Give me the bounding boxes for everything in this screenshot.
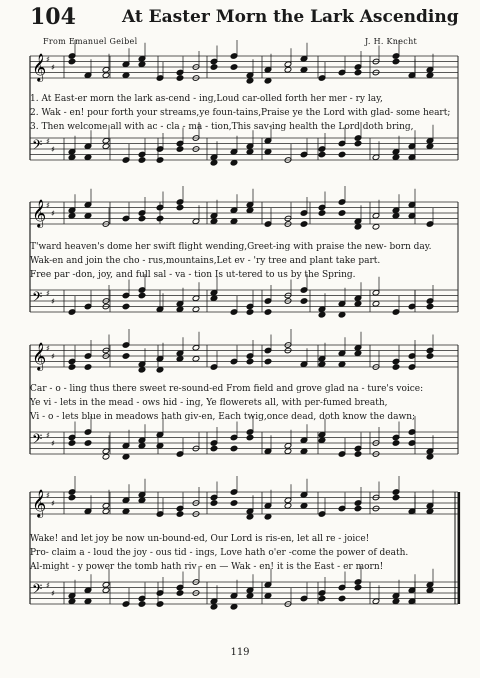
note-head [264,309,272,316]
note-head [138,215,146,222]
note-head [246,148,254,155]
sharp-icon: ♯ [51,297,55,306]
note-head [138,366,146,373]
note-head [372,223,380,230]
note-head [156,601,164,608]
note-head [68,58,76,65]
text-attribution: From Emanuel Geibel [43,37,138,46]
lyric-line: Ye vi - lets in the mead - ows hid - ing, Ye flowerets all, with per-fumed breath, [30,398,388,408]
note-head [84,364,92,371]
note-head [122,453,130,460]
note-head [372,300,380,307]
note-head [156,215,164,222]
note-head [284,502,292,509]
lyric-line: Al-might - y power the tomb hath riv - en — Wak - en! it is the East - er morn! [30,562,384,572]
note-head [300,221,308,228]
sharp-icon: ♯ [46,289,50,298]
note-head [264,358,272,365]
note-head [426,303,434,310]
note-head [246,513,254,520]
note-head [68,212,76,219]
sharp-icon: ♯ [51,209,55,218]
note-head [176,306,184,313]
note-head [426,453,434,460]
note-head [230,64,238,71]
note-head [354,584,362,591]
bass-clef-icon: 𝄢 [32,137,43,156]
note-head [246,207,254,214]
note-head [230,445,238,452]
note-head [264,592,272,599]
bass-clef-icon: 𝄢 [32,289,43,308]
sharp-icon: ♯ [51,499,55,508]
note-head [318,361,326,368]
note-head [210,218,218,225]
note-head [138,157,146,164]
sharp-icon: ♯ [51,63,55,72]
lyric-line: 2. Wak - en! pour forth your streams,ye foun-tains,Praise ye the Lord with glad- some heart; [30,108,451,118]
hymn-title: At Easter Morn the Lark Ascending [122,7,459,27]
note-head [426,353,434,360]
note-head [230,159,238,166]
note-head [84,212,92,219]
sharp-icon: ♯ [46,491,50,500]
note-head [354,223,362,230]
composer-attribution: J. H. Knecht [365,37,418,46]
note-head [176,204,184,211]
note-head [176,511,184,518]
note-head [176,590,184,597]
note-head [230,603,238,610]
sharp-icon: ♯ [51,589,55,598]
sharp-icon: ♯ [46,201,50,210]
sharp-icon: ♯ [46,55,50,64]
lyric-line: Wake! and let joy be now un-bound-ed, Our Lord is ris-en, let all re - joice! [30,534,370,544]
note-head [264,77,272,84]
lyric-line: Free par -don, joy, and full sal - va - tion Is ut-tered to us by the Spring. [30,270,356,280]
note-head [210,64,218,71]
note-head [392,364,400,371]
note-head [156,366,164,373]
note-head [246,358,254,365]
note-head [392,154,400,161]
note-head [318,311,326,318]
note-head [156,157,164,164]
note-head [156,442,164,449]
note-head [102,453,110,460]
note-head [210,445,218,452]
lyric-line: Pro- claim a - loud the joy - ous tid - ings, Love hath o'er -come the power of death. [30,548,409,558]
note-head [176,75,184,82]
note-head [264,513,272,520]
note-head [392,598,400,605]
note-head [246,309,254,316]
lyric-line: Vi - o - lets blue in meadows hath giv-en, Each twig,once dead, doth know the dawn; [30,412,416,422]
note-head [210,500,218,507]
note-head [318,437,326,444]
note-head [354,300,362,307]
note-head [138,61,146,68]
note-head [300,298,308,305]
note-head [210,159,218,166]
note-head [284,448,292,455]
note-head [84,598,92,605]
note-head [122,72,130,79]
note-head [102,587,110,594]
treble-clef-icon: 𝄞 [32,489,47,517]
note-head [68,440,76,447]
treble-clef-icon: 𝄞 [32,342,47,370]
note-head [354,350,362,357]
note-head [408,364,416,371]
note-head [246,77,254,84]
note-head [426,587,434,594]
note-head [392,440,400,447]
note-head [192,306,200,313]
note-head [318,210,326,217]
note-head [338,151,346,158]
sharp-icon: ♯ [46,137,50,146]
note-head [210,603,218,610]
lyric-line: Wak-en and join the cho - rus,mountains,Let ev - 'ry tree and plant take part. [30,256,381,266]
note-head [176,146,184,153]
note-head [122,353,130,360]
note-head [300,448,308,455]
note-head [84,154,92,161]
note-head [122,508,130,515]
note-head [338,311,346,318]
note-head [318,151,326,158]
note-head [300,66,308,73]
note-head [138,601,146,608]
hymn-number: 104 [30,4,76,30]
note-head [230,218,238,225]
treble-clef-icon: 𝄞 [32,53,47,81]
note-head [354,69,362,76]
note-head [392,212,400,219]
note-head [192,355,200,362]
sharp-icon: ♯ [51,145,55,154]
note-head [338,210,346,217]
note-head [284,66,292,73]
sharp-icon: ♯ [46,431,50,440]
lyric-line: T'ward heaven's dome her swift flight wending,Greet-ing with praise the new- born day. [30,242,432,252]
bass-clef-icon: 𝄢 [32,431,43,450]
note-head [122,303,130,310]
note-head [426,508,434,515]
note-head [264,148,272,155]
page-number: 119 [230,647,250,658]
sharp-icon: ♯ [51,352,55,361]
note-head [68,494,76,501]
note-head [338,361,346,368]
note-head [138,442,146,449]
note-head [68,364,76,371]
note-head [354,451,362,458]
note-head [392,494,400,501]
note-head [392,58,400,65]
note-head [354,505,362,512]
bass-clef-icon: 𝄢 [32,581,43,600]
sharp-icon: ♯ [46,581,50,590]
sharp-icon: ♯ [46,344,50,353]
note-head [426,72,434,79]
note-head [246,434,254,441]
note-head [318,595,326,602]
note-head [426,143,434,150]
note-head [68,154,76,161]
note-head [84,440,92,447]
note-head [138,292,146,299]
note-head [102,72,110,79]
note-head [246,592,254,599]
note-head [338,595,346,602]
note-head [354,140,362,147]
note-head [68,598,76,605]
note-head [176,355,184,362]
lyric-line: Car - o - ling thus there sweet re-sound-ed From field and grove glad na - ture's voice: [30,384,424,394]
sharp-icon: ♯ [51,439,55,448]
note-head [210,295,218,302]
note-head [300,502,308,509]
note-head [102,143,110,150]
treble-clef-icon: 𝄞 [32,199,47,227]
note-head [230,500,238,507]
lyric-line: 1. At East-er morn the lark as-cend - ing,Loud car-olled forth her mer - ry lay, [30,94,383,104]
note-head [102,508,110,515]
note-head [138,497,146,504]
lyric-line: 3. Then welcome all with ac - cla - ma - tion,This sav-ing health the Lord doth bring, [30,122,414,132]
